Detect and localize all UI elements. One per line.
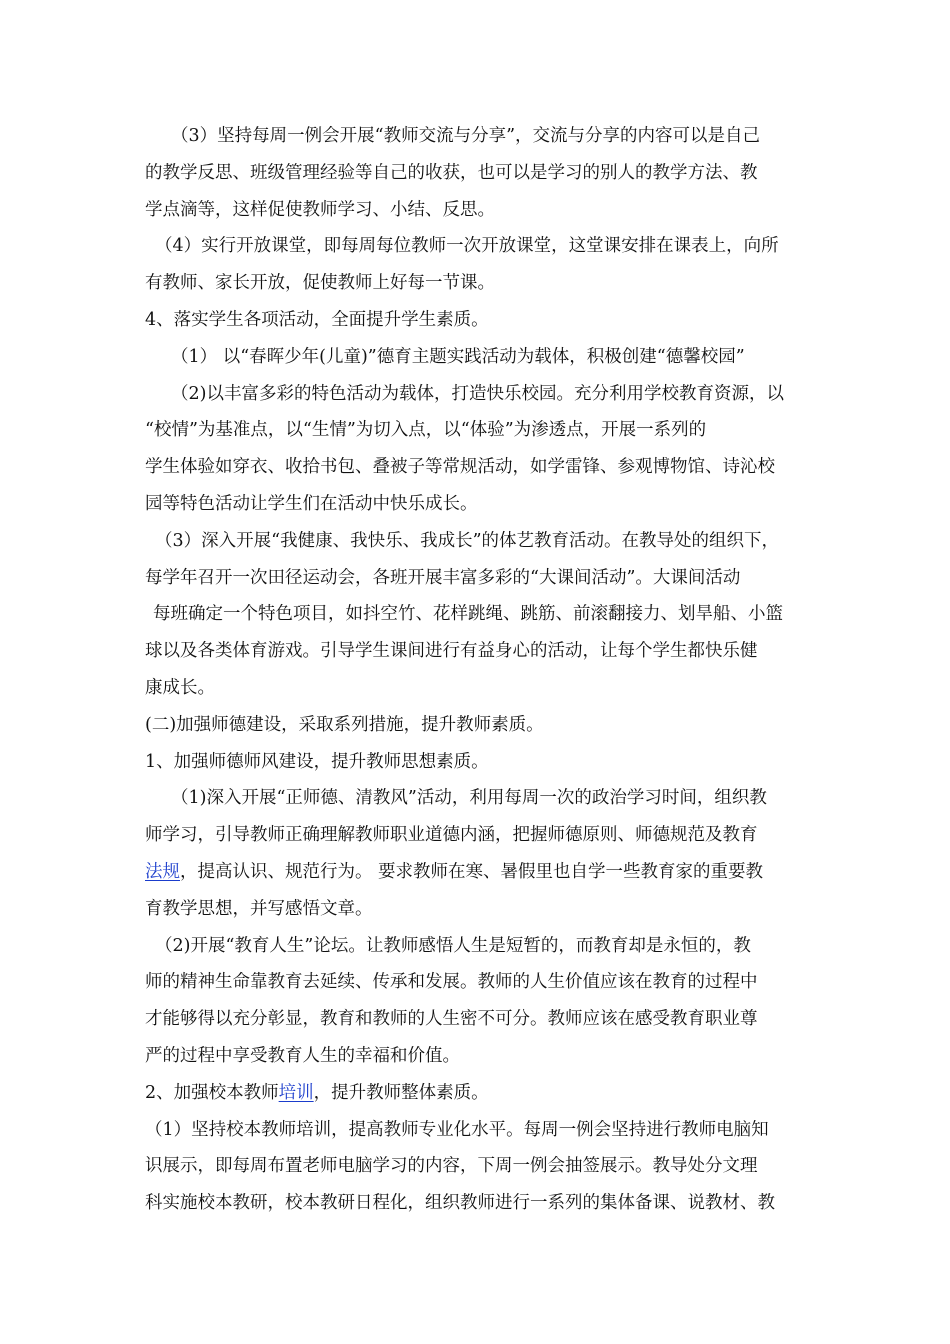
heading-text: ，提升教师整体素质。 [313,1082,489,1103]
section-heading: 4、落实学生各项活动，全面提升学生素质。 [145,309,489,330]
heading-text: 2、加强校本教师 [145,1082,279,1103]
paragraph-line [145,854,815,891]
paragraph-line: 科实施校本教研，校本教研日程化，组织教师进行一系列的集体备课、说教材、教 [145,1193,775,1214]
paragraph-line: （3）坚持每周一例会开展“教师交流与分享”，交流与分享的内容可以是自己 [171,126,761,146]
paragraph-line: （2)开展“教育人生”论坛。让教师感悟人生是短暂的，而教育却是永恒的，教 [155,935,751,956]
paragraph-line: 识展示，即每周布置老师电脑学习的内容，下周一例会抽签展示。教导处分文理 [145,1156,758,1177]
paragraph-line: 学生体验如穿衣、收拾书包、叠被子等常规活动，如学雷锋、参观博物馆、诗沁校 [145,457,775,478]
paragraph-line: 才能够得以充分彰显，教育和教师的人生密不可分。教师应该在感受教育职业尊 [145,1009,758,1030]
paragraph-line: 球以及各类体育游戏。引导学生课间进行有益身心的活动，让每个学生都快乐健 [145,641,758,662]
paragraph-line: 育教学思想，并写感悟文章。 [145,898,373,919]
paragraph-line: （1） 以“春晖少年(儿童)”德育主题实践活动为载体，积极创建“德馨校园” [171,346,745,367]
paragraph-line: 严的过程中享受教育人生的幸福和价值。 [145,1045,460,1066]
paragraph-text: ，提高认识、规范行为。 要求教师在寒、暑假里也自学一些教育家的重要教 [180,861,764,882]
paragraph-line: 师学习，引导教师正确理解教师职业道德内涵，把握师德原则、师德规范及教育 [145,825,758,846]
paragraph-line: （3）深入开展“我健康、我快乐、我成长”的体艺教育活动。在教导处的组织下， [155,530,780,551]
section-heading [145,1075,815,1112]
paragraph-line: （2)以丰富多彩的特色活动为载体，打造快乐校园。充分利用学校教育资源，以 [171,383,784,404]
paragraph-line: “校情”为基准点，以“生情”为切入点，以“体验”为渗透点，开展一系列的 [145,420,707,441]
paragraph-line: （1)深入开展“正师德、清教风”活动，利用每周一次的政治学习时间，组织教 [171,788,767,809]
paragraph-line: 师的精神生命靠教育去延续、传承和发展。教师的人生价值应该在教育的过程中 [145,972,758,993]
section-heading: (二)加强师德建设，采取系列措施，提升教师素质。 [145,714,544,735]
section-heading: 1、加强师德师风建设，提升教师思想素质。 [145,751,489,772]
paragraph-line: 每学年召开一次田径运动会，各班开展丰富多彩的“大课间活动”。大课间活动 [145,567,741,588]
paragraph-line: 康成长。 [145,677,215,698]
link-fagui[interactable]: 法规 [145,861,180,882]
paragraph-line: （1）坚持校本教师培训，提高教师专业化水平。每周一例会坚持进行教师电脑知 [145,1119,769,1140]
paragraph-line: 每班确定一个特色项目，如抖空竹、花样跳绳、跳筋、前滚翻接力、划旱船、小篮 [153,604,783,625]
paragraph-line: （4）实行开放课堂，即每周每位教师一次开放课堂，这堂课安排在课表上，向所 [155,236,779,257]
paragraph-line: 园等特色活动让学生们在活动中快乐成长。 [145,493,478,514]
document-body [145,118,815,1222]
paragraph-line: 的教学反思、班级管理经验等自己的收获，也可以是学习的别人的教学方法、教 [145,162,758,183]
paragraph-line: 有教师、家长开放，促使教师上好每一节课。 [145,273,495,294]
link-peixun[interactable]: 培训 [278,1082,314,1103]
paragraph-line: 学点滴等，这样促使教师学习、小结、反思。 [145,199,495,220]
